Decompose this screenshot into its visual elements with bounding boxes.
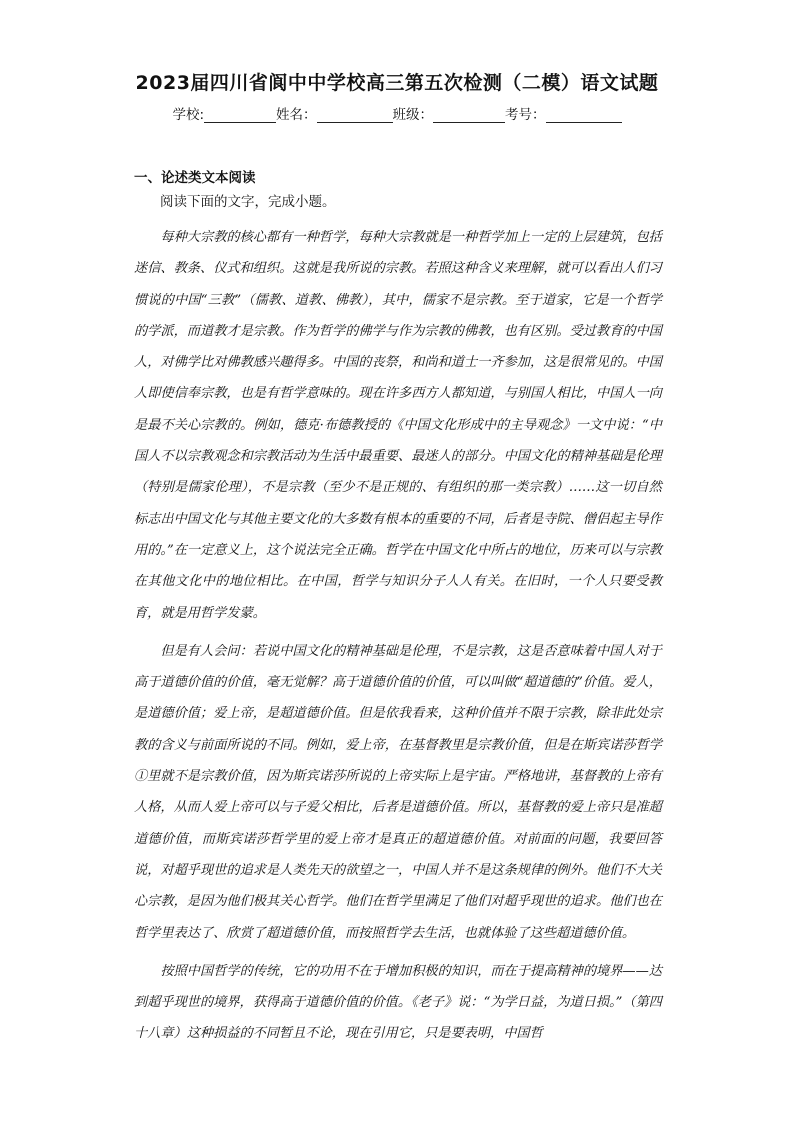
class-field [393, 103, 506, 123]
school-blank[interactable] [204, 107, 276, 123]
exam-number-label: 考号： [505, 107, 546, 123]
exam-number-blank[interactable] [546, 107, 622, 123]
school-label: 学校: [172, 107, 205, 123]
passage-paragraph-1: 每种大宗教的核心都有一种哲学，每种大宗教就是一种哲学加上一定的上层建筑，包括迷信、教条、仪式和组织。这就是我所说的宗教。若照这种含义来理解，就可以看出人们习惯说的中国“三教”（儒教、道教、佛教），其中，儒家不是宗教。至于道家，它是一个哲学的学派，而道教才是宗教。作为哲学的佛学与作为宗教的佛教，也有区别。受过教育的中国人，对佛学比对佛教感兴趣得多。中国的丧祭，和尚和道士一齐参加，这是很常见的。中国人即使信奉宗教，也是有哲学意味的。现在许多西方人都知道，与别国人相比，中国人一向是最不关心宗教的。例如，德克·布德教授的《中国文化形成中的主导观念》一文中说：“中国人不以宗教观念和宗教活动为生活中最重要、最迷人的部分。中国文化的精神基础是伦理（特别是儒家伦理），不是宗教（至少不是正规的、有组织的那一类宗教）……这一切自然标志出中国文化与其他主要文化的大多数有根本的重要的不同，后者是寺院、僧侣起主导作用的。”在一定意义上，这个说法完全正确。哲学在中国文化中所占的地位，历来可以与宗教在其他文化中的地位相比。在中国，哲学与知识分子人人有关。在旧时，一个人只要受教育，就是用哲学发蒙。 [134, 230, 662, 621]
name-blank[interactable] [317, 107, 393, 123]
class-blank[interactable] [433, 107, 505, 123]
section-heading: 一、论述类文本阅读 [134, 170, 256, 186]
class-label: 班级： [392, 107, 434, 123]
name-field [276, 103, 393, 123]
student-info-line [0, 103, 794, 123]
reading-passage [134, 222, 662, 1050]
name-label: 姓名： [276, 107, 317, 123]
section-instruction: 阅读下面的文字，完成小题。 [160, 194, 336, 210]
passage-paragraph-3: 按照中国哲学的传统，它的功用不在于增加积极的知识，而在于提高精神的境界——达到超乎现世的境界，获得高于道德价值的价值。《老子》说：“为学日益，为道日损。”（第四十八章）这种损益的不同暂且不论，现在引用它，只是要表明，中国哲 [134, 963, 662, 1042]
school-field [172, 103, 276, 123]
exam-number-field [505, 103, 622, 123]
page-title: 2023届四川省阆中中学校高三第五次检测（二模）语文试题 [135, 72, 659, 94]
passage-paragraph-2: 但是有人会问：若说中国文化的精神基础是伦理，不是宗教，这是否意味着中国人对于高于道德价值的价值，毫无觉解？高于道德价值的价值，可以叫做“超道德的”价值。爱人，是道德价值；爱上帝，是超道德价值。但是依我看来，这种价值并不限于宗教，除非此处宗教的含义与前面所说的不同。例如，爱上帝，在基督教里是宗教价值，但是在斯宾诺莎哲学①里就不是宗教价值，因为斯宾诺莎所说的上帝实际上是宇宙。严格地讲，基督教的上帝有人格，从而人爱上帝可以与子爱父相比，后者是道德价值。所以，基督教的爱上帝只是准超道德价值，而斯宾诺莎哲学里的爱上帝才是真正的超道德价值。对前面的问题，我要回答说，对超乎现世的追求是人类先天的欲望之一，中国人并不是这条规律的例外。他们不大关心宗教，是因为他们极其关心哲学。他们在哲学里满足了他们对超乎现世的追求。他们也在哲学里表达了、欣赏了超道德价值，而按照哲学去生活，也就体验了这些超道德价值。 [134, 643, 662, 941]
